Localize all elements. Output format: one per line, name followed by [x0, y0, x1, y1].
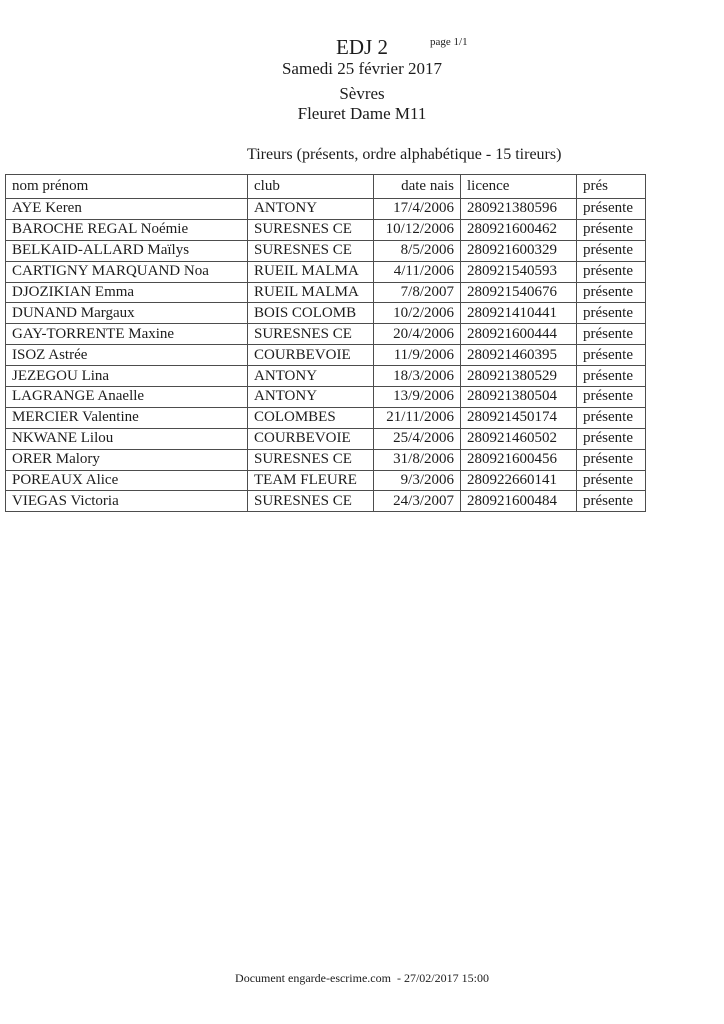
cell-birthdate: 11/9/2006 — [374, 345, 461, 366]
cell-status: présente — [577, 387, 646, 408]
cell-club: SURESNES CE — [248, 219, 374, 240]
cell-club: SURESNES CE — [248, 449, 374, 470]
table-header-row — [6, 175, 646, 199]
cell-status: présente — [577, 303, 646, 324]
event-date: Samedi 25 février 2017 — [281, 59, 443, 78]
cell-status: présente — [577, 240, 646, 261]
document-footer: Document engarde-escrime.com - 27/02/2017 15:00 — [235, 971, 489, 985]
cell-status: présente — [577, 261, 646, 282]
cell-name: BAROCHE REGAL Noémie — [6, 219, 248, 240]
header-nom-prenom: nom prénom — [6, 175, 248, 199]
table-row — [6, 366, 646, 387]
cell-birthdate: 10/12/2006 — [374, 219, 461, 240]
cell-name: VIEGAS Victoria — [6, 491, 248, 512]
cell-licence: 280921600329 — [461, 240, 577, 261]
cell-name: JEZEGOU Lina — [6, 366, 248, 387]
table-row — [6, 345, 646, 366]
cell-name: ORER Malory — [6, 449, 248, 470]
cell-name: POREAUX Alice — [6, 470, 248, 491]
cell-birthdate: 31/8/2006 — [374, 449, 461, 470]
fencers-table-body — [6, 199, 646, 512]
cell-birthdate: 18/3/2006 — [374, 366, 461, 387]
cell-club: ANTONY — [248, 387, 374, 408]
table-row — [6, 428, 646, 449]
cell-birthdate: 8/5/2006 — [374, 240, 461, 261]
cell-name: DUNAND Margaux — [6, 303, 248, 324]
cell-licence: 280921450174 — [461, 407, 577, 428]
cell-licence: 280921600444 — [461, 324, 577, 345]
cell-name: NKWANE Lilou — [6, 428, 248, 449]
cell-club: COURBEVOIE — [248, 345, 374, 366]
cell-status: présente — [577, 345, 646, 366]
table-row — [6, 282, 646, 303]
cell-club: COURBEVOIE — [248, 428, 374, 449]
cell-status: présente — [577, 324, 646, 345]
document-title: EDJ 2 — [336, 35, 388, 59]
cell-licence: 280921600456 — [461, 449, 577, 470]
table-row — [6, 219, 646, 240]
table-row — [6, 261, 646, 282]
cell-status: présente — [577, 428, 646, 449]
cell-licence: 280922660141 — [461, 470, 577, 491]
cell-licence: 280921540593 — [461, 261, 577, 282]
cell-status: présente — [577, 470, 646, 491]
table-row — [6, 387, 646, 408]
cell-licence: 280921410441 — [461, 303, 577, 324]
cell-birthdate: 4/11/2006 — [374, 261, 461, 282]
table-row — [6, 324, 646, 345]
cell-club: RUEIL MALMA — [248, 261, 374, 282]
cell-status: présente — [577, 366, 646, 387]
header-date-nais: date nais — [374, 175, 461, 199]
cell-licence: 280921460395 — [461, 345, 577, 366]
cell-status: présente — [577, 491, 646, 512]
cell-name: BELKAID-ALLARD Maïlys — [6, 240, 248, 261]
cell-licence: 280921460502 — [461, 428, 577, 449]
cell-name: DJOZIKIAN Emma — [6, 282, 248, 303]
cell-licence: 280921380529 — [461, 366, 577, 387]
cell-status: présente — [577, 449, 646, 470]
cell-club: ANTONY — [248, 199, 374, 220]
cell-club: COLOMBES — [248, 407, 374, 428]
header-club: club — [248, 175, 374, 199]
table-row — [6, 470, 646, 491]
fencers-table — [5, 174, 646, 512]
cell-licence: 280921540676 — [461, 282, 577, 303]
page-indicator: page 1/1 — [430, 36, 468, 48]
cell-birthdate: 24/3/2007 — [374, 491, 461, 512]
cell-club: ANTONY — [248, 366, 374, 387]
cell-birthdate: 13/9/2006 — [374, 387, 461, 408]
table-row — [6, 449, 646, 470]
cell-licence: 280921600484 — [461, 491, 577, 512]
cell-licence: 280921380596 — [461, 199, 577, 220]
cell-club: TEAM FLEURE — [248, 470, 374, 491]
table-row — [6, 303, 646, 324]
cell-club: RUEIL MALMA — [248, 282, 374, 303]
cell-birthdate: 7/8/2007 — [374, 282, 461, 303]
table-row — [6, 199, 646, 220]
cell-birthdate: 17/4/2006 — [374, 199, 461, 220]
cell-licence: 280921600462 — [461, 219, 577, 240]
section-title: Tireurs (présents, ordre alphabétique - 15 tireurs) — [247, 146, 562, 163]
cell-status: présente — [577, 219, 646, 240]
cell-name: LAGRANGE Anaelle — [6, 387, 248, 408]
header-licence: licence — [461, 175, 577, 199]
cell-name: GAY-TORRENTE Maxine — [6, 324, 248, 345]
cell-club: SURESNES CE — [248, 324, 374, 345]
cell-licence: 280921380504 — [461, 387, 577, 408]
cell-birthdate: 20/4/2006 — [374, 324, 461, 345]
header-pres: prés — [577, 175, 646, 199]
cell-name: AYE Keren — [6, 199, 248, 220]
cell-birthdate: 21/11/2006 — [374, 407, 461, 428]
table-row — [6, 240, 646, 261]
cell-club: SURESNES CE — [248, 491, 374, 512]
cell-name: MERCIER Valentine — [6, 407, 248, 428]
cell-club: SURESNES CE — [248, 240, 374, 261]
cell-birthdate: 10/2/2006 — [374, 303, 461, 324]
cell-status: présente — [577, 199, 646, 220]
table-row — [6, 491, 646, 512]
cell-name: CARTIGNY MARQUAND Noa — [6, 261, 248, 282]
cell-birthdate: 9/3/2006 — [374, 470, 461, 491]
event-category: Fleuret Dame M11 — [297, 104, 427, 123]
event-venue: Sèvres — [339, 84, 385, 103]
cell-name: ISOZ Astrée — [6, 345, 248, 366]
cell-birthdate: 25/4/2006 — [374, 428, 461, 449]
cell-status: présente — [577, 282, 646, 303]
cell-club: BOIS COLOMB — [248, 303, 374, 324]
cell-status: présente — [577, 407, 646, 428]
table-row — [6, 407, 646, 428]
